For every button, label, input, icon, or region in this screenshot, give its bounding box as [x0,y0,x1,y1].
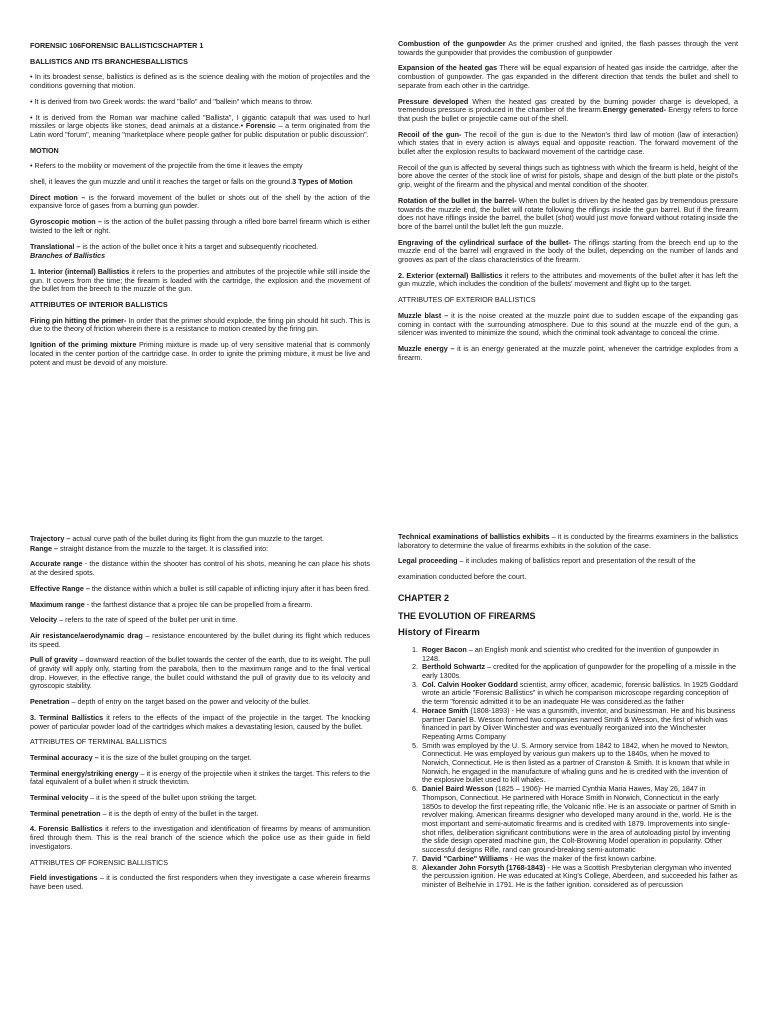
text: Priming mixture is made up of very sensitive material that is commonly located in the center portion of the cartridge case. In order to ignite the priming mixture, it must be live and potent and must be devoid of any moisture. [30,340,370,367]
term: Combustion of the gunpowder [398,39,506,48]
term: Rotation of the bullet in the barrel- [398,195,517,205]
text: – it includes making of ballistics report and presentation of the result of the [457,556,696,566]
term: Col. Calvin Hooker Goddard [422,679,518,689]
paragraph: • It is derived from two Greek words: the ward "ballo" and "ballein" which means to throw. [30,96,313,106]
paragraph [30,874,370,891]
text: scientist, army officer, academic, forensic ballistics. In 1925 Goddard wrote an article "Forensic Ballistics" in which he comparison microscope regarding conception of the term "forensic admitted it to be an inadequate He was considered.as the father [422,679,738,707]
text: (1808-1893) - He was a gunsmith, inventor, and businessman. He and his business partner Daniel B. Wesson formed two companies named Smith & Wesson, the first of which was financed in part by Oliver Winchester and was eventually reorganized into the Winchester Repeating Arms Company [422,705,736,741]
text: As the primer crushed and ignited, the flash passes through the vent towards the gunpowder that provides the combustion of gunpowder [398,39,738,57]
paragraph [30,317,370,334]
term: Roger Bacon [422,644,467,654]
text: (1825 – 1906)- He married Cynthia Maria Hawes, May 26, 1847 in Thompson, Connecticut. He partnered with Horace Smith in Norwich, Connecticut in the early 1850s to develop the first repeating rifle, the Volcanic rifle. He is an associate or partner of Smith in revolver making. American firearms designer who developed many around in the, world. He is the most important and semi-automatic firearms and is credited with 1879. Improvements into single-shot rifles, deliberation significant contributions were in the area of autoloading pistol by inventing the slide design operated machine gun, the Colt-Browning Model operation in popularity. Other successful designs Rifle, rand can ground-breaking semi-automatic [422,784,737,855]
paragraph [30,585,370,594]
text: - the distance within the shooter has control of his shots, meaning he can place his shots at the desired spots. [30,559,370,578]
column-top-right [398,40,738,369]
paragraph [30,714,370,731]
paragraph [398,533,738,550]
paragraph: Recoil of the gun is affected by several things such as tightness with which the firearm is held, height of the bore above the center of the stock line of wrist for pistols, shape and design of the butt plate or the pistol's grip, weight of the firearm and the physical and mental condition of the shooter. [398,162,738,190]
term: Pull of gravity [30,655,78,665]
paragraph [398,131,738,157]
term: Muzzle energy – [398,343,455,353]
term: Forensic [245,121,276,131]
section-heading: BALLISTICS AND ITS BRANCHESBALLISTICS [30,56,188,66]
section-heading: MOTION [30,145,59,155]
paragraph [30,535,370,544]
term: Air resistance/aerodynamic drag [30,630,143,640]
term: Expansion of the heated gas [398,63,498,73]
text: it is the size of the bullet grouping on the target. [98,752,252,762]
text: The recoil of the gun is due to the Newton's third law of motion (law of interaction) which states that in every action is always equal and opposite reaction. The forward movement of the bullet after the explosion results to backward movement of the cartridge case. [398,129,738,157]
paragraph [30,114,370,140]
term: Terminal energy/striking energy [30,768,139,778]
text: – depth of entry on the target based on the power and velocity of the bullet. [69,697,311,707]
list-item [420,681,738,707]
paragraph [398,312,738,338]
column-bottom-right [398,533,738,890]
paragraph [30,656,370,691]
term: Translational – [30,241,81,251]
text: - He was a Scottish Presbyterian clergyman who invented the percussion ignition. He was educated at King's College, Aberdeen, and succeeded his father as minister of Belhelvie in 1791. He is the father ignition. considered as of percussion [422,862,738,889]
text: it refers to the properties and attributes of the projectile while still inside the gun. It covers from the time; the firearm is loaded with the cartridge, the explosion and the movement of the bullet from the breech to the muzzle of the gun. [30,266,370,294]
text: it is an energy generated at the muzzle point, whenever the cartridge explodes from a firearm. [398,343,738,362]
chapter-heading: CHAPTER 2 [398,592,450,603]
paragraph [30,825,370,851]
column-bottom-left [30,535,370,899]
paragraph [30,341,370,367]
paragraph [398,197,738,232]
text: it refers to the attributes and movements of the bullet after it has left the gun muzzle, which includes the condition of the bullets' movement and flight up to the target. [398,270,738,289]
text: it refers to the investigation and identification of firearms by means of ammunition fired through them. This is the real branch of the science which the police use as their guide in field investigators. [30,824,371,851]
section-heading: Branches of Ballistics [30,251,106,261]
term: Horace Smith [422,705,469,715]
paragraph: • Refers to the mobility or movement of the projectile from the time it leaves the empty [30,161,303,171]
history-list [398,646,738,890]
term: Maximum range [30,599,85,609]
text: – it is the depth of entry of the bullet in the target. [100,808,259,818]
term: 3 Types of Motion [292,177,353,187]
text: • It is derived from the Roman war machine called "Ballista", I gigantic catapult that was used to hurl missiles or large objects like stones, dead animals at a distance.• [30,112,370,131]
text: – it is conducted by the firearms examiners in the ballistics laboratory to determine the value of firearms exhibits in the solution of the case. [398,532,739,550]
paragraph [30,754,370,763]
term: Terminal accuracy – [30,752,99,762]
term: Recoil of the gun- [398,129,462,139]
paragraph [398,345,738,362]
list-item [420,646,738,663]
text: straight distance from the muzzle to the target. It is classified into: [57,543,269,553]
text: Smith was employed by the U. S. Armory service from 1842 to 1842, when he moved to Newton, Connecticut. He was employed by various gun makers up to the 1840s, when he moved to Norwich, Connecticut. He is then listed as a partner of Cranston & Smith. It is known that while in Norwich, he engaged in the manufacture of whaling guns and he is credited with the invention of the explosive bullet used to kill whales. [422,740,730,785]
paragraph [30,560,370,577]
paragraph [30,632,370,649]
text: The riflings starting from the breech end up to the muzzle end of the barrel will engraved in the body of the bullet, depending on the number of lands and grooves as part of the class characteristics of the firearm. [398,237,738,265]
text: – resistance encountered by the bullet during its flight which reduces its speed. [30,630,370,649]
page-title: FORENSIC 106FORENSIC BALLISTICSCHAPTER 1 [30,41,204,50]
text: is the action of the bullet once it hits a target and subsequently ricocheted. [80,241,319,251]
term: Pressure developed [398,96,469,106]
list-item [420,663,738,680]
text: In order that the primer should explode, the firing pin should hit such. This is due to the theory of friction wherein there is a resistance to motion created by the firing pin. [30,315,370,334]
section-heading: ATTRIBUTES OF TERMINAL BALLISTICS [30,737,167,747]
text: is the action of the bullet passing through a rifled bore barrel firearm which is either twisted to the left or right. [30,217,370,235]
term: Accurate range [30,559,83,569]
paragraph [398,40,738,57]
term: Alexander John Forsyth (1768-1843) [422,862,546,872]
text: – it is conducted the first responders when they investigate a case wherein firearms have been used. [30,873,370,891]
term: Muzzle blast – [398,310,449,320]
paragraph [30,178,370,187]
column-top-left [30,42,370,374]
section-heading: ATTRIBUTES OF EXTERIOR BALLISTICS [398,295,536,305]
text: actual curve path of the bullet during its flight from the gun muzzle to the target. [70,534,325,543]
term: Legal proceeding [398,556,458,566]
section-heading: ATTRIBUTES OF INTERIOR BALLISTICS [30,300,168,310]
term: Energy generated- [602,105,667,115]
term: 2. Exterior (external) Ballistics [398,270,503,280]
text: Energy refers to force that push the bullet or projectile came out of the shell. [398,105,739,123]
term: Terminal penetration [30,808,101,818]
term: Berthold Schwartz [422,662,486,672]
text: When the bullet is driven by the heated gas by tremendous pressure towards the muzzle end, the bullet will rotate following the riflings inside the gun barrel. But if the firearm does not have riflings inside the barrel, the bullet (shot) would just move forward without rotating inside the bore of the barrel until the bullet left the gun muzzle. [398,195,738,231]
chapter-title: THE EVOLUTION OF FIREARMS [398,610,536,621]
text: it is the noise created at the muzzle point due to sudden escape of the expanding gas coming in contact with the surrounding atmosphere. Due to this sound at the muzzle end of the gun, a silencer was invented to minimize the sound, which the criminal took advantage to conceal the crime. [398,310,738,338]
paragraph [398,239,738,265]
text: the distance within which a bullet is still capable of inflicting injury after it has been fired. [89,583,370,593]
term: Terminal velocity [30,793,89,803]
paragraph: examination conducted before the court. [398,572,527,582]
term: 1. Interior (internal) Ballistics [30,266,130,276]
term: Penetration [30,697,70,707]
term: 3. Terminal Ballistics [30,712,104,722]
paragraph [398,98,738,124]
term: Ignition of the priming mixture [30,340,137,350]
paragraph [398,64,738,90]
text: shell, it leaves the gun muzzle and until it reaches the target or falls on the ground. [30,177,293,187]
term: Firing pin hitting the primer- [30,315,127,325]
text: - the farthest distance that a projec tile can be propelled from a firearm. [84,599,313,609]
term: Gyroscopic motion – [30,217,102,227]
section-heading: ATTRIBUTES OF FORENSIC BALLISTICS [30,857,169,867]
list-item [420,707,738,742]
text: – it is energy of the projectile when it strikes the target. This refers to the fatal equivalent of a bullet when it struck thevictim. [30,768,370,787]
paragraph [30,794,370,803]
text: it refers to the effects of the impact of the projectile in the target. The knocking power of particular powder load of the cartridges which makes a devastating lesion, caused by the bullet. [30,712,370,731]
term: Direct motion – [30,192,86,202]
term: Field investigations [30,873,98,883]
term: Daniel Baird Wesson [422,784,494,794]
paragraph [30,194,370,211]
term: Engraving of the cylindrical surface of the bullet- [398,237,571,247]
text: is the forward movement of the bullet or shots out of the shell by the action of the expansive force of gases from a burning gun powder. [30,192,370,211]
paragraph [30,218,370,235]
paragraph [30,810,370,819]
text: When the heated gas created by the burning powder charge is developed, a tremendous pressure is produced in the chamber of the firearm. [398,96,738,115]
paragraph [30,601,370,610]
term: Range – [30,543,58,553]
term: Technical examinations of ballistics exhibits [398,532,550,541]
paragraph [30,770,370,787]
term: Velocity [30,615,58,625]
list-item [420,864,738,890]
paragraph [30,698,370,707]
list-item [420,742,738,786]
paragraph [398,272,738,289]
text: There will be equal expansion of heated gas inside the cartridge, after the combustion of gunpowder. The gas expanded in the different direction that tends the bullet and shell to separate from each other in the cartridge. [398,63,739,90]
term: David "Carbine" Williams [422,853,509,863]
section-heading: History of Firearm [398,627,480,639]
paragraph [30,243,370,252]
paragraph [30,545,370,554]
text: – downward reaction of the bullet towards the center of the earth, due to its weight. The pull of gravity will apply only, starting from the parabola, then to the maximum range and to the final vertical drop. However, in the effective range, the bullet could withstand the pull of gravity due to its velocity and gyroscopic stability. [30,655,370,691]
text: - He was the maker of the first known carbine. [508,853,657,863]
term: Trajectory – [30,534,71,543]
term: Effective Range – [30,583,90,593]
paragraph [30,616,370,625]
paragraph: • In its broadest sense, ballistics is defined as is the science dealing with the motion of projectiles and the conditions governing that motion. [30,72,370,91]
list-item [420,785,738,855]
paragraph [30,268,370,294]
text: – a term originated from the Latin word "forum", meaning "marketplace where people gather for public disputation or public discussion". [30,121,370,139]
text: – refers to the rate of speed of the bullet per unit in time. [57,615,238,625]
paragraph [398,557,738,566]
text: – an English monk and scientist who credited for the invention of gunpowder in 1248. [422,644,719,663]
text: – credited for the application of gunpowder for the propelling of a missile in the early 1300s. [422,662,737,681]
term: 4. Forensic Ballistics [30,824,103,834]
text: – it is the speed of the bullet upon striking the target. [88,793,257,803]
